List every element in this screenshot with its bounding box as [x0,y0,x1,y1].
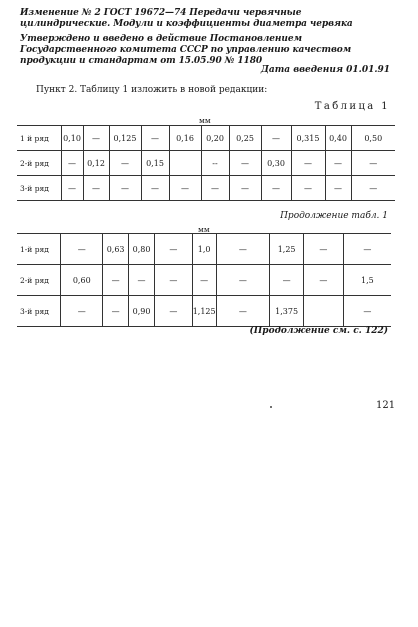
table-row [17,234,391,265]
table-cell: 0,20 [201,126,229,151]
table-cell: — [325,176,351,201]
amendment-title: Изменение № 2 ГОСТ 19672—74 Передачи червячные цилиндрические. Модули и коэффициенты диаметра червяка [20,8,353,29]
table-row [17,296,391,327]
scan-speck [270,406,272,408]
table-cell: — [216,296,270,327]
table-cell: — [343,296,391,327]
table-cell: 0,16 [169,126,201,151]
table-1-continuation [17,233,391,327]
table-cell [304,296,344,327]
table-cell: — [343,234,391,265]
table-cell: — [291,151,325,176]
table-cell: — [154,265,192,296]
table-cell: — [192,265,216,296]
table-cell: — [169,176,201,201]
table-row [17,265,391,296]
table-cell: 0,60 [61,265,103,296]
table-cell: 0,80 [129,234,155,265]
table-continuation-caption: Продолжение табл. 1 [280,211,388,221]
table-cell: — [229,176,261,201]
table-cell: 0,125 [109,126,141,151]
table-cell: — [325,151,351,176]
table-cell: — [141,176,169,201]
table-cell: 0,63 [103,234,129,265]
document-header [20,8,390,71]
page-number: 121 [376,400,396,411]
table-cell: — [61,234,103,265]
table-cell: — [83,176,109,201]
table-cell [169,151,201,176]
table-cell: — [201,176,229,201]
table-cell: 0,30 [261,151,291,176]
row-label: 1-й ряд [17,234,61,265]
table-cell: — [261,126,291,151]
table-cell: 0,50 [351,126,395,151]
table-cell: -- [201,151,229,176]
table2-unit-label: мм [198,225,210,234]
table-cell: — [103,296,129,327]
table-cell: 1,25 [270,234,304,265]
table-row [17,176,395,201]
table-cell: — [61,151,83,176]
table-cell: — [351,151,395,176]
table-cell: — [261,176,291,201]
approval-statement: Утверждено и введено в действие Постановлением Государственного комитета СССР по управлению качеством продукции и стандартам от 15.05.90 № 1180 [20,34,352,66]
row-label: 3-й ряд [17,296,61,327]
table1-unit-label: мм [199,116,211,125]
row-label: 3-й ряд [17,176,61,201]
effective-date: Дата введения 01.01.91 [260,65,390,75]
table-cell: — [270,265,304,296]
table-cell: — [83,126,109,151]
table-cell: 0,15 [141,151,169,176]
table-cell: 0,40 [325,126,351,151]
table-cell: — [291,176,325,201]
table-cell: 0,25 [229,126,261,151]
table-row [17,151,395,176]
table-cell: 0,12 [83,151,109,176]
table-cell: — [351,176,395,201]
table-cell: 1,0 [192,234,216,265]
table-cell: — [304,234,344,265]
table-cell: 0,315 [291,126,325,151]
table-cell: — [154,296,192,327]
table-cell: — [229,151,261,176]
row-label: 2-й ряд [17,265,61,296]
table-row [17,126,395,151]
continued-note: (Продолжение см. с. 122) [249,326,388,336]
table-cell: — [216,265,270,296]
table-cell: — [109,176,141,201]
table-cell: — [304,265,344,296]
table-cell: — [154,234,192,265]
table-cell: 0,90 [129,296,155,327]
table-cell: — [61,176,83,201]
table-cell: — [103,265,129,296]
table-cell: 0,10 [61,126,83,151]
table-1 [17,125,395,201]
table1-caption: Таблица 1 [314,101,390,112]
table-cell: — [129,265,155,296]
table-cell: — [216,234,270,265]
row-label: 1 й ряд [17,126,61,151]
table-cell: 1,375 [270,296,304,327]
table-cell: — [109,151,141,176]
point-instruction: Пункт 2. Таблицу 1 изложить в новой редакции: [36,85,268,95]
table-cell: 1,125 [192,296,216,327]
table-cell: — [141,126,169,151]
row-label: 2-й ряд [17,151,61,176]
table-cell: 1,5 [343,265,391,296]
table-cell: — [61,296,103,327]
